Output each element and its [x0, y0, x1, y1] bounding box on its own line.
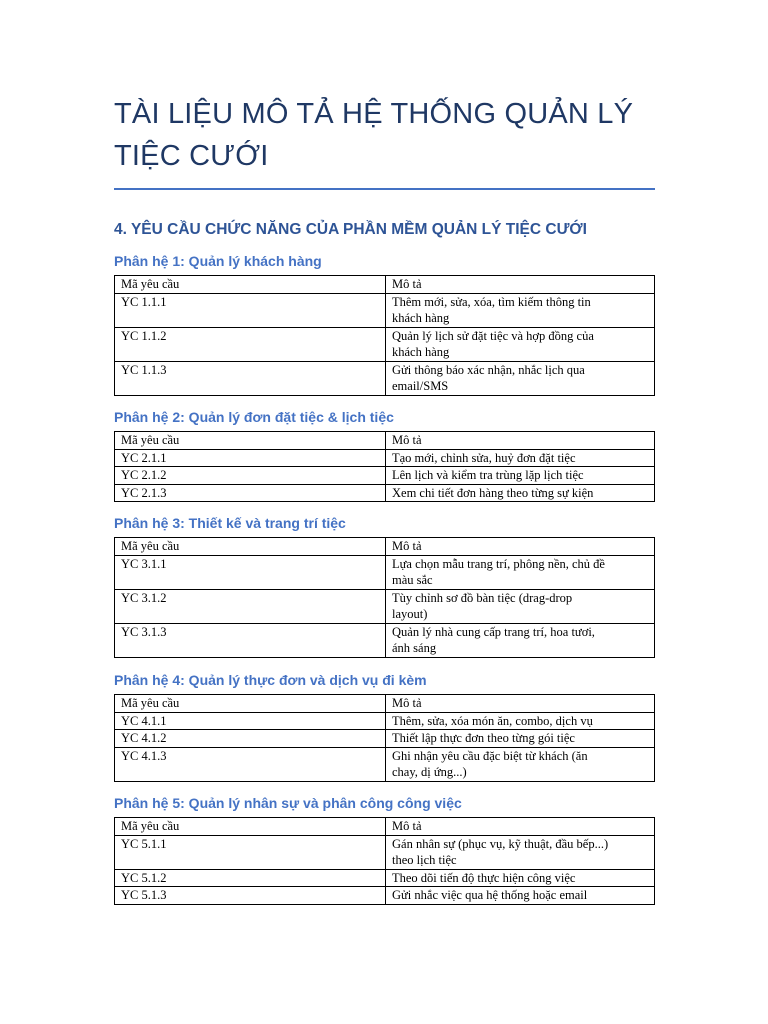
- subsystem-5: [114, 794, 655, 905]
- requirement-code: YC 1.1.1: [115, 293, 386, 327]
- table-row: [115, 712, 655, 730]
- description-line: Tạo mới, chỉnh sửa, huỷ đơn đặt tiệc: [392, 450, 576, 465]
- description-line: theo lịch tiệc: [392, 853, 457, 867]
- title-underline: [114, 188, 655, 190]
- table-row: [115, 623, 655, 657]
- subsystem-heading: Phân hệ 5: Quản lý nhân sự và phân công công việc: [114, 795, 462, 811]
- requirement-code: YC 5.1.3: [115, 887, 386, 905]
- requirement-description: [386, 887, 655, 905]
- requirements-table: [114, 694, 655, 782]
- header-code: Mã yêu cầu: [115, 818, 386, 836]
- requirement-description: [386, 835, 655, 869]
- description-line: Quản lý lịch sử đặt tiệc và hợp đồng của: [392, 328, 594, 343]
- requirement-description: [386, 361, 655, 395]
- requirement-code: YC 1.1.2: [115, 327, 386, 361]
- requirements-table: [114, 817, 655, 905]
- header-description: Mô tả: [386, 695, 655, 713]
- table-row: [115, 589, 655, 623]
- description-line: email/SMS: [392, 379, 449, 393]
- header-description: Mô tả: [386, 276, 655, 294]
- subsystem-heading: Phân hệ 1: Quản lý khách hàng: [114, 253, 322, 269]
- requirement-description: [386, 589, 655, 623]
- subsystem-4: [114, 671, 655, 782]
- requirement-description: [386, 484, 655, 502]
- table-row: [115, 887, 655, 905]
- description-line: Gửi thông báo xác nhận, nhắc lịch qua: [392, 362, 585, 377]
- header-description: Mô tả: [386, 432, 655, 450]
- requirement-code: YC 3.1.1: [115, 555, 386, 589]
- requirement-code: YC 2.1.3: [115, 484, 386, 502]
- description-line: layout): [392, 607, 428, 621]
- subsystem-3: [114, 514, 655, 658]
- table-row: [115, 730, 655, 748]
- header-code: Mã yêu cầu: [115, 432, 386, 450]
- requirement-code: YC 3.1.2: [115, 589, 386, 623]
- description-line: Gửi nhắc việc qua hệ thống hoặc email: [392, 888, 588, 902]
- section-heading: 4. YÊU CẦU CHỨC NĂNG CỦA PHẦN MỀM QUẢN LÝ TIỆC CƯỚI: [114, 221, 587, 238]
- table-row: [115, 747, 655, 781]
- description-line: màu sắc: [392, 573, 433, 587]
- subsystem-1: [114, 252, 655, 396]
- requirement-description: [386, 730, 655, 748]
- description-line: Quản lý nhà cung cấp trang trí, hoa tươi,: [392, 624, 595, 639]
- requirement-code: YC 2.1.2: [115, 467, 386, 485]
- description-line: chay, dị ứng...): [392, 765, 467, 779]
- description-line: Lên lịch và kiểm tra trùng lặp lịch tiệc: [392, 468, 584, 482]
- table-row: [115, 467, 655, 485]
- table-row: [115, 555, 655, 589]
- table-row: [115, 484, 655, 502]
- requirement-code: YC 1.1.3: [115, 361, 386, 395]
- requirement-description: [386, 449, 655, 467]
- description-line: Xem chi tiết đơn hàng theo từng sự kiện: [392, 485, 594, 500]
- header-description: Mô tả: [386, 538, 655, 556]
- table-header-row: [115, 432, 655, 450]
- document-title-line-2: TIỆC CƯỚI: [114, 140, 269, 172]
- description-line: Ghi nhận yêu cầu đặc biệt từ khách (ăn: [392, 748, 588, 763]
- subsystem-heading: Phân hệ 4: Quản lý thực đơn và dịch vụ đi kèm: [114, 672, 427, 688]
- requirement-description: [386, 467, 655, 485]
- requirement-description: [386, 869, 655, 887]
- requirement-code: YC 5.1.2: [115, 869, 386, 887]
- description-line: khách hàng: [392, 311, 450, 325]
- table-row: [115, 835, 655, 869]
- description-line: khách hàng: [392, 345, 450, 359]
- subsystem-heading: Phân hệ 3: Thiết kế và trang trí tiệc: [114, 515, 346, 531]
- description-line: ánh sáng: [392, 641, 437, 655]
- description-line: Lựa chọn mẫu trang trí, phông nền, chủ đề: [392, 556, 605, 571]
- header-code: Mã yêu cầu: [115, 695, 386, 713]
- requirement-code: YC 2.1.1: [115, 449, 386, 467]
- table-header-row: [115, 538, 655, 556]
- table-row: [115, 361, 655, 395]
- requirement-description: [386, 747, 655, 781]
- table-header-row: [115, 276, 655, 294]
- requirement-description: [386, 293, 655, 327]
- table-header-row: [115, 695, 655, 713]
- requirement-code: YC 3.1.3: [115, 623, 386, 657]
- header-description: Mô tả: [386, 818, 655, 836]
- requirement-description: [386, 555, 655, 589]
- requirement-code: YC 4.1.1: [115, 712, 386, 730]
- description-line: Theo dõi tiến độ thực hiện công việc: [392, 870, 576, 885]
- description-line: Thêm mới, sửa, xóa, tìm kiếm thông tin: [392, 294, 591, 309]
- table-row: [115, 293, 655, 327]
- requirements-table: [114, 275, 655, 396]
- requirements-table: [114, 537, 655, 658]
- table-row: [115, 327, 655, 361]
- description-line: Thêm, sửa, xóa món ăn, combo, dịch vụ: [392, 713, 593, 728]
- requirement-description: [386, 623, 655, 657]
- document-title-line-1: TÀI LIỆU MÔ TẢ HỆ THỐNG QUẢN LÝ: [114, 98, 634, 130]
- description-line: Tùy chỉnh sơ đồ bàn tiệc (drag-drop: [392, 590, 573, 605]
- subsystem-heading: Phân hệ 2: Quản lý đơn đặt tiệc & lịch tiệc: [114, 409, 394, 425]
- requirement-description: [386, 327, 655, 361]
- requirement-code: YC 4.1.2: [115, 730, 386, 748]
- requirements-table: [114, 431, 655, 502]
- requirement-code: YC 4.1.3: [115, 747, 386, 781]
- document-title: [114, 0, 655, 177]
- document-page: [114, 0, 655, 240]
- requirement-description: [386, 712, 655, 730]
- header-code: Mã yêu cầu: [115, 276, 386, 294]
- table-header-row: [115, 818, 655, 836]
- header-code: Mã yêu cầu: [115, 538, 386, 556]
- subsystem-2: [114, 408, 655, 502]
- description-line: Thiết lập thực đơn theo từng gói tiệc: [392, 731, 575, 745]
- description-line: Gán nhân sự (phục vụ, kỹ thuật, đầu bếp...): [392, 836, 609, 851]
- table-row: [115, 449, 655, 467]
- requirement-code: YC 5.1.1: [115, 835, 386, 869]
- table-row: [115, 869, 655, 887]
